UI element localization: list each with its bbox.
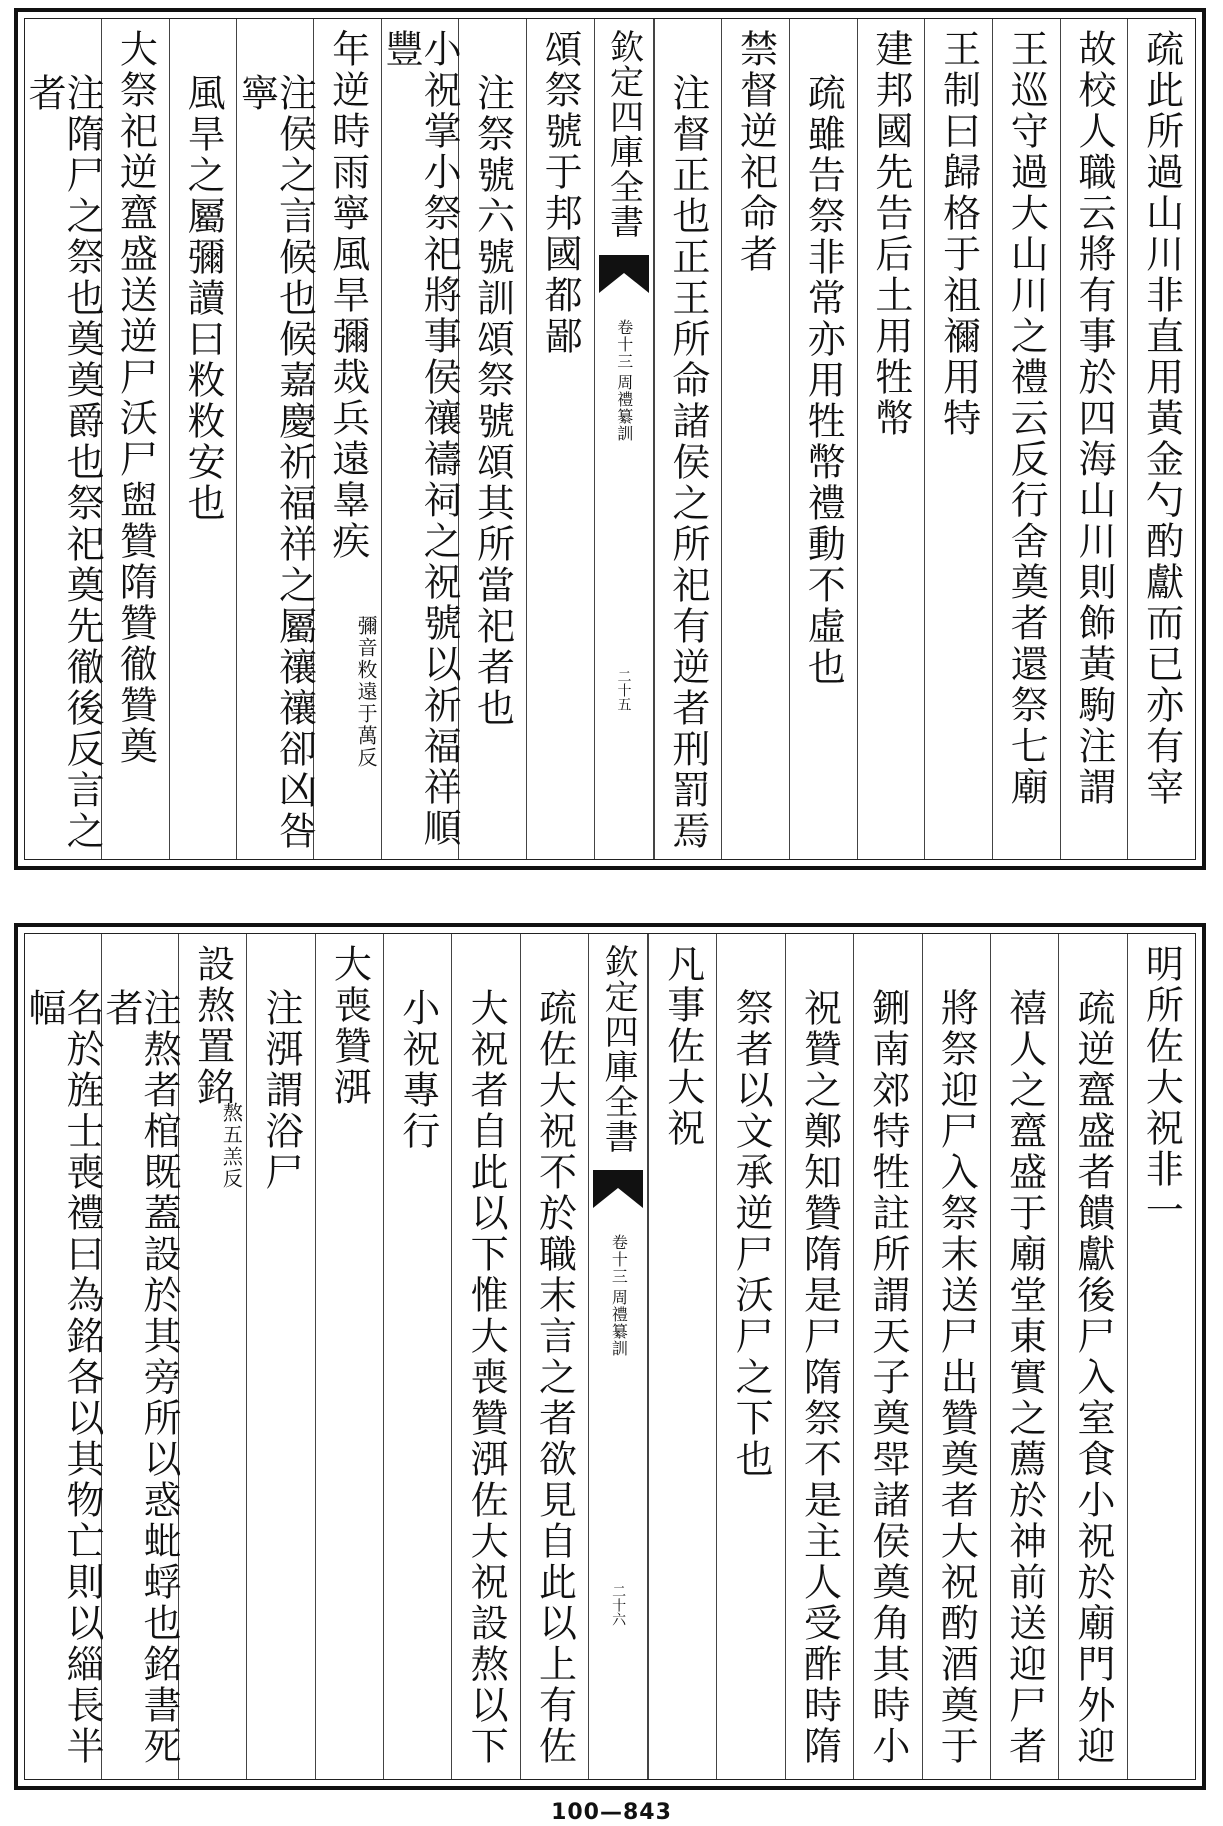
column-text: 凡事佐大祝 [660,944,705,1149]
book-title: 欽定四庫全書 [598,944,639,1154]
text-column [451,934,519,1779]
text-column [648,934,716,1779]
leaf-number: 二十六 [610,1584,627,1626]
column-text: 鉶南郊特牲註所謂天子奠斝諸侯奠角其時小 [865,988,910,1767]
text-column [313,19,381,859]
column-text: 將祭迎尸入祭末送尸出贊奠者大祝酌酒奠于 [934,988,979,1767]
annotation-note: 熬五羔反 [219,1102,244,1190]
lower-page-frame [21,933,1196,1780]
text-column [721,19,789,859]
text-column [178,934,246,1779]
column-text: 王制曰歸格于祖禰用特 [936,29,981,439]
column-text: 名於旌士喪禮曰為銘各以其物亡則以緇長半幅 [21,988,104,1767]
text-column [922,934,990,1779]
text-column [924,19,992,859]
column-text: 注熬者棺既蓋設於其旁所以惑蚍蜉也銘書死者 [98,988,181,1767]
text-column [716,934,784,1779]
text-column [853,934,921,1779]
chapter-work: 周禮纂訓 [609,1289,629,1357]
column-text: 注隋尸之祭也奠奠爵也祭祀奠先徹後反言之者 [22,73,105,852]
page-number-label: 100—843 [551,1800,672,1825]
text-column [520,934,588,1779]
fishtail-mark-icon [599,255,649,293]
column-text: 風旱之屬彌讀曰敉敉安也 [181,73,226,524]
column-text: 王巡守過大山川之禮云反行舍奠者還祭七廟 [1004,29,1049,808]
text-column [857,19,925,859]
text-column [169,19,237,859]
text-column [1058,934,1126,1779]
text-column [1127,934,1195,1779]
text-column [21,934,104,1779]
column-text: 大喪贊渳 [327,944,372,1108]
column-text: 大祝者自此以下惟大喪贊渳佐大祝設熬以下 [464,988,509,1767]
chapter-info [614,319,632,442]
text-column [990,934,1058,1779]
column-text: 建邦國先告后土用牲幣 [868,29,913,439]
text-column [992,19,1060,859]
upper-page-frame [24,18,1196,860]
text-column [1060,19,1128,859]
column-text: 注侯之言候也候嘉慶祈福祥之屬禳禳卻凶咎寧 [234,73,317,852]
column-text: 注督正也正王所命諸侯之所祀有逆者刑罰焉 [665,73,710,852]
column-text: 疏逆齍盛者饋獻後尸入室食小祝於廟門外迎 [1070,988,1115,1767]
chapter-work: 周禮纂訓 [614,374,634,442]
text-column [526,19,594,859]
leaf-number: 二十五 [615,669,632,711]
column-text: 疏雖告祭非常亦用牲幣禮動不虛也 [801,73,846,688]
text-column [1127,19,1195,859]
column-text: 注祭號六號訓頌祭號頌其所當祀者也 [470,73,515,729]
column-text: 年逆時雨寧風旱彌烖兵遠辠疾 [325,29,370,562]
text-column [789,19,857,859]
text-column [383,934,451,1779]
upper-page [14,8,1206,870]
column-text: 疏佐大祝不於職末言之者欲見自此以上有佐 [532,988,577,1767]
lower-page [14,923,1206,1790]
text-column [458,19,526,859]
column-text: 禧人之齍盛于廟堂東實之薦於神前送迎尸者 [1002,988,1047,1767]
chapter-info [609,1234,627,1357]
center-fold-column [594,19,654,859]
text-column [22,19,105,859]
column-text: 大祭祀逆齍盛送逆尸沃尸盥贊隋贊徹贊奠 [113,29,158,767]
column-text: 小祝專行 [395,988,440,1152]
column-text: 設熬置銘 [190,944,235,1108]
column-text: 小祝掌小祭祀將事侯禳禱祠之祝號以祈福祥順豐 [379,29,462,849]
center-fold-column [588,934,648,1779]
annotation-note: 彌音敉遠于萬反 [354,615,379,769]
text-column [315,934,383,1779]
chapter-volume: 卷十三 [609,1234,629,1285]
text-column [654,19,722,859]
column-text: 注渳謂浴尸 [259,988,303,1193]
text-column [98,934,181,1779]
text-column [379,19,462,859]
fishtail-mark-icon [593,1170,643,1208]
column-text: 禁督逆祀命者 [733,29,778,275]
text-column [101,19,169,859]
column-text: 頌祭號于邦國都鄙 [538,29,583,357]
chapter-volume: 卷十三 [614,319,634,370]
column-text: 疏此所過山川非直用黃金勺酌獻而已亦有宰 [1139,29,1184,808]
column-text: 明所佐大祝非一 [1139,944,1184,1231]
text-column [246,934,314,1779]
text-column [234,19,317,859]
column-text: 祝贊之鄭知贊隋是尸隋祭不是主人受酢時隋 [797,988,842,1767]
column-text: 祭者以文承逆尸沃尸之下也 [729,988,774,1480]
column-text: 故校人職云將有事於四海山川則飾黃駒注謂 [1071,29,1116,808]
text-column [785,934,853,1779]
book-title: 欽定四庫全書 [603,29,644,239]
